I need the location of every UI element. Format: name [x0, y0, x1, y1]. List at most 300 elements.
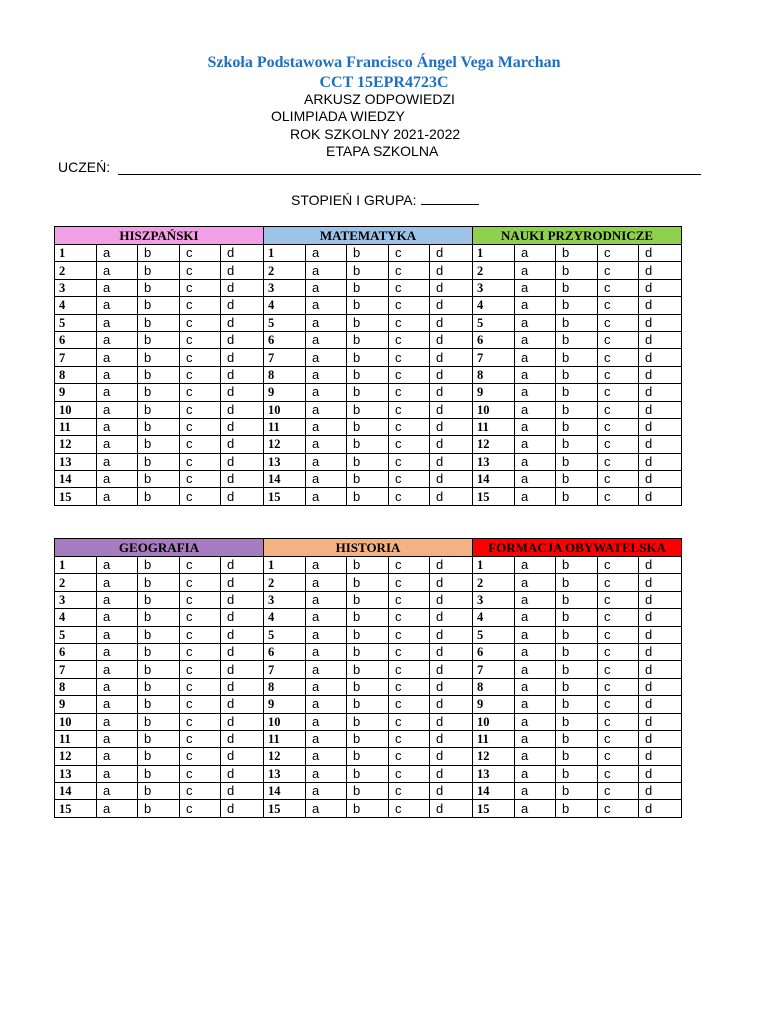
answer-option-d[interactable]: d	[221, 783, 264, 800]
answer-option-a[interactable]: a	[515, 436, 556, 453]
answer-option-b[interactable]: b	[138, 314, 180, 331]
answer-option-c[interactable]: c	[180, 574, 221, 591]
answer-option-c[interactable]: c	[598, 626, 639, 643]
answer-option-d[interactable]: d	[430, 748, 473, 765]
answer-option-d[interactable]: d	[430, 366, 473, 383]
answer-option-c[interactable]: c	[389, 453, 430, 470]
answer-option-b[interactable]: b	[347, 574, 389, 591]
answer-option-b[interactable]: b	[556, 661, 598, 678]
answer-option-d[interactable]: d	[221, 262, 264, 279]
answer-option-d[interactable]: d	[639, 643, 682, 660]
answer-option-a[interactable]: a	[97, 488, 138, 505]
answer-option-b[interactable]: b	[138, 713, 180, 730]
answer-option-c[interactable]: c	[389, 471, 430, 488]
answer-option-d[interactable]: d	[221, 279, 264, 296]
answer-option-a[interactable]: a	[306, 609, 347, 626]
answer-option-c[interactable]: c	[389, 748, 430, 765]
answer-option-b[interactable]: b	[347, 366, 389, 383]
answer-option-c[interactable]: c	[598, 557, 639, 574]
answer-option-d[interactable]: d	[639, 297, 682, 314]
answer-option-b[interactable]: b	[138, 436, 180, 453]
answer-option-b[interactable]: b	[347, 626, 389, 643]
answer-option-a[interactable]: a	[306, 418, 347, 435]
answer-option-c[interactable]: c	[180, 453, 221, 470]
answer-option-c[interactable]: c	[180, 713, 221, 730]
answer-option-c[interactable]: c	[180, 418, 221, 435]
answer-option-c[interactable]: c	[180, 765, 221, 782]
answer-option-b[interactable]: b	[556, 418, 598, 435]
answer-option-a[interactable]: a	[515, 800, 556, 817]
answer-option-b[interactable]: b	[347, 297, 389, 314]
answer-option-b[interactable]: b	[556, 488, 598, 505]
answer-option-c[interactable]: c	[389, 643, 430, 660]
answer-option-b[interactable]: b	[347, 661, 389, 678]
answer-option-a[interactable]: a	[97, 331, 138, 348]
answer-option-b[interactable]: b	[556, 331, 598, 348]
answer-option-b[interactable]: b	[347, 765, 389, 782]
answer-option-d[interactable]: d	[639, 557, 682, 574]
answer-option-d[interactable]: d	[430, 384, 473, 401]
answer-option-c[interactable]: c	[598, 471, 639, 488]
answer-option-c[interactable]: c	[180, 349, 221, 366]
answer-option-d[interactable]: d	[639, 574, 682, 591]
answer-option-c[interactable]: c	[180, 643, 221, 660]
answer-option-a[interactable]: a	[515, 678, 556, 695]
answer-option-d[interactable]: d	[430, 783, 473, 800]
answer-option-a[interactable]: a	[97, 245, 138, 262]
answer-option-d[interactable]: d	[639, 748, 682, 765]
answer-option-b[interactable]: b	[138, 591, 180, 608]
answer-option-b[interactable]: b	[556, 800, 598, 817]
answer-option-c[interactable]: c	[389, 418, 430, 435]
answer-option-c[interactable]: c	[180, 748, 221, 765]
answer-option-d[interactable]: d	[639, 314, 682, 331]
answer-option-d[interactable]: d	[430, 453, 473, 470]
answer-option-a[interactable]: a	[97, 401, 138, 418]
answer-option-d[interactable]: d	[430, 418, 473, 435]
answer-option-a[interactable]: a	[515, 748, 556, 765]
answer-option-c[interactable]: c	[180, 366, 221, 383]
answer-option-b[interactable]: b	[138, 609, 180, 626]
student-name-field[interactable]	[118, 174, 701, 175]
answer-option-c[interactable]: c	[598, 262, 639, 279]
answer-option-a[interactable]: a	[306, 453, 347, 470]
answer-option-c[interactable]: c	[389, 366, 430, 383]
answer-option-d[interactable]: d	[221, 349, 264, 366]
answer-option-a[interactable]: a	[97, 262, 138, 279]
answer-option-a[interactable]: a	[515, 557, 556, 574]
answer-option-b[interactable]: b	[138, 626, 180, 643]
answer-option-d[interactable]: d	[639, 800, 682, 817]
answer-option-c[interactable]: c	[389, 488, 430, 505]
answer-option-b[interactable]: b	[138, 349, 180, 366]
answer-option-a[interactable]: a	[97, 748, 138, 765]
answer-option-a[interactable]: a	[97, 279, 138, 296]
answer-option-d[interactable]: d	[221, 626, 264, 643]
answer-option-a[interactable]: a	[306, 349, 347, 366]
answer-option-a[interactable]: a	[306, 245, 347, 262]
answer-option-d[interactable]: d	[430, 730, 473, 747]
answer-option-b[interactable]: b	[556, 557, 598, 574]
answer-option-b[interactable]: b	[138, 418, 180, 435]
grade-group-field[interactable]	[421, 192, 479, 205]
answer-option-c[interactable]: c	[389, 696, 430, 713]
answer-option-a[interactable]: a	[97, 384, 138, 401]
answer-option-b[interactable]: b	[556, 349, 598, 366]
answer-option-a[interactable]: a	[97, 453, 138, 470]
answer-option-c[interactable]: c	[180, 384, 221, 401]
answer-option-d[interactable]: d	[221, 643, 264, 660]
answer-option-c[interactable]: c	[180, 783, 221, 800]
answer-option-b[interactable]: b	[138, 279, 180, 296]
answer-option-b[interactable]: b	[556, 609, 598, 626]
answer-option-d[interactable]: d	[639, 713, 682, 730]
answer-option-c[interactable]: c	[598, 366, 639, 383]
answer-option-a[interactable]: a	[515, 713, 556, 730]
answer-option-c[interactable]: c	[180, 591, 221, 608]
answer-option-d[interactable]: d	[639, 331, 682, 348]
answer-option-b[interactable]: b	[138, 748, 180, 765]
answer-option-d[interactable]: d	[221, 366, 264, 383]
answer-option-a[interactable]: a	[97, 730, 138, 747]
answer-option-a[interactable]: a	[306, 297, 347, 314]
answer-option-a[interactable]: a	[306, 748, 347, 765]
answer-option-b[interactable]: b	[138, 800, 180, 817]
answer-option-b[interactable]: b	[138, 297, 180, 314]
answer-option-b[interactable]: b	[138, 696, 180, 713]
answer-option-b[interactable]: b	[556, 453, 598, 470]
answer-option-a[interactable]: a	[515, 626, 556, 643]
answer-option-c[interactable]: c	[389, 574, 430, 591]
answer-option-c[interactable]: c	[180, 262, 221, 279]
answer-option-a[interactable]: a	[515, 643, 556, 660]
answer-option-a[interactable]: a	[306, 800, 347, 817]
answer-option-b[interactable]: b	[556, 748, 598, 765]
answer-option-b[interactable]: b	[347, 783, 389, 800]
answer-option-b[interactable]: b	[347, 384, 389, 401]
answer-option-b[interactable]: b	[347, 418, 389, 435]
answer-option-c[interactable]: c	[598, 384, 639, 401]
answer-option-c[interactable]: c	[389, 765, 430, 782]
answer-option-c[interactable]: c	[389, 279, 430, 296]
answer-option-b[interactable]: b	[556, 730, 598, 747]
answer-option-b[interactable]: b	[138, 678, 180, 695]
answer-option-b[interactable]: b	[556, 262, 598, 279]
answer-option-d[interactable]: d	[430, 678, 473, 695]
answer-option-a[interactable]: a	[97, 471, 138, 488]
answer-option-a[interactable]: a	[306, 314, 347, 331]
answer-option-c[interactable]: c	[598, 297, 639, 314]
answer-option-b[interactable]: b	[556, 713, 598, 730]
answer-option-b[interactable]: b	[347, 643, 389, 660]
answer-option-a[interactable]: a	[515, 783, 556, 800]
answer-option-a[interactable]: a	[515, 331, 556, 348]
answer-option-c[interactable]: c	[389, 661, 430, 678]
answer-option-a[interactable]: a	[97, 574, 138, 591]
answer-option-c[interactable]: c	[598, 713, 639, 730]
answer-option-b[interactable]: b	[556, 626, 598, 643]
answer-option-b[interactable]: b	[556, 591, 598, 608]
answer-option-d[interactable]: d	[639, 626, 682, 643]
answer-option-b[interactable]: b	[347, 678, 389, 695]
answer-option-d[interactable]: d	[221, 713, 264, 730]
answer-option-b[interactable]: b	[138, 245, 180, 262]
answer-option-c[interactable]: c	[180, 436, 221, 453]
answer-option-c[interactable]: c	[598, 696, 639, 713]
answer-option-d[interactable]: d	[221, 557, 264, 574]
answer-option-d[interactable]: d	[639, 609, 682, 626]
answer-option-b[interactable]: b	[556, 643, 598, 660]
answer-option-a[interactable]: a	[306, 643, 347, 660]
answer-option-b[interactable]: b	[347, 557, 389, 574]
answer-option-d[interactable]: d	[430, 314, 473, 331]
answer-option-b[interactable]: b	[138, 643, 180, 660]
answer-option-a[interactable]: a	[97, 557, 138, 574]
answer-option-c[interactable]: c	[598, 401, 639, 418]
answer-option-d[interactable]: d	[221, 730, 264, 747]
answer-option-a[interactable]: a	[306, 488, 347, 505]
answer-option-c[interactable]: c	[598, 643, 639, 660]
answer-option-d[interactable]: d	[221, 418, 264, 435]
answer-option-a[interactable]: a	[97, 436, 138, 453]
answer-option-b[interactable]: b	[347, 800, 389, 817]
answer-option-a[interactable]: a	[306, 279, 347, 296]
answer-option-c[interactable]: c	[180, 557, 221, 574]
answer-option-c[interactable]: c	[180, 471, 221, 488]
answer-option-a[interactable]: a	[515, 488, 556, 505]
answer-option-d[interactable]: d	[221, 384, 264, 401]
answer-option-a[interactable]: a	[515, 609, 556, 626]
answer-option-d[interactable]: d	[430, 609, 473, 626]
answer-option-b[interactable]: b	[347, 696, 389, 713]
answer-option-c[interactable]: c	[180, 488, 221, 505]
answer-option-b[interactable]: b	[347, 453, 389, 470]
answer-option-c[interactable]: c	[598, 436, 639, 453]
answer-option-a[interactable]: a	[515, 314, 556, 331]
answer-option-d[interactable]: d	[221, 245, 264, 262]
answer-option-d[interactable]: d	[639, 279, 682, 296]
answer-option-a[interactable]: a	[515, 471, 556, 488]
answer-option-d[interactable]: d	[430, 471, 473, 488]
answer-option-c[interactable]: c	[180, 661, 221, 678]
answer-option-c[interactable]: c	[180, 245, 221, 262]
answer-option-d[interactable]: d	[639, 436, 682, 453]
answer-option-c[interactable]: c	[598, 488, 639, 505]
answer-option-d[interactable]: d	[639, 401, 682, 418]
answer-option-c[interactable]: c	[180, 279, 221, 296]
answer-option-d[interactable]: d	[639, 765, 682, 782]
answer-option-b[interactable]: b	[556, 279, 598, 296]
answer-option-a[interactable]: a	[515, 401, 556, 418]
answer-option-b[interactable]: b	[138, 453, 180, 470]
answer-option-a[interactable]: a	[306, 436, 347, 453]
answer-option-d[interactable]: d	[430, 696, 473, 713]
answer-option-a[interactable]: a	[306, 661, 347, 678]
answer-option-a[interactable]: a	[515, 349, 556, 366]
answer-option-b[interactable]: b	[347, 436, 389, 453]
answer-option-a[interactable]: a	[306, 401, 347, 418]
answer-option-a[interactable]: a	[515, 591, 556, 608]
answer-option-c[interactable]: c	[598, 609, 639, 626]
answer-option-d[interactable]: d	[221, 800, 264, 817]
answer-option-d[interactable]: d	[221, 453, 264, 470]
answer-option-d[interactable]: d	[639, 591, 682, 608]
answer-option-c[interactable]: c	[389, 678, 430, 695]
answer-option-d[interactable]: d	[430, 436, 473, 453]
answer-option-c[interactable]: c	[180, 401, 221, 418]
answer-option-b[interactable]: b	[347, 471, 389, 488]
answer-option-c[interactable]: c	[598, 661, 639, 678]
answer-option-b[interactable]: b	[556, 678, 598, 695]
answer-option-c[interactable]: c	[389, 800, 430, 817]
answer-option-b[interactable]: b	[347, 730, 389, 747]
answer-option-c[interactable]: c	[389, 349, 430, 366]
answer-option-b[interactable]: b	[138, 557, 180, 574]
answer-option-d[interactable]: d	[221, 591, 264, 608]
answer-option-c[interactable]: c	[598, 730, 639, 747]
answer-option-c[interactable]: c	[389, 436, 430, 453]
answer-option-a[interactable]: a	[306, 574, 347, 591]
answer-option-a[interactable]: a	[97, 783, 138, 800]
answer-option-a[interactable]: a	[97, 713, 138, 730]
answer-option-c[interactable]: c	[389, 314, 430, 331]
answer-option-a[interactable]: a	[306, 557, 347, 574]
answer-option-b[interactable]: b	[347, 488, 389, 505]
answer-option-d[interactable]: d	[639, 418, 682, 435]
answer-option-d[interactable]: d	[221, 297, 264, 314]
answer-option-a[interactable]: a	[97, 696, 138, 713]
answer-option-c[interactable]: c	[389, 626, 430, 643]
answer-option-c[interactable]: c	[180, 678, 221, 695]
answer-option-d[interactable]: d	[430, 626, 473, 643]
answer-option-c[interactable]: c	[598, 418, 639, 435]
answer-option-d[interactable]: d	[639, 366, 682, 383]
answer-option-b[interactable]: b	[347, 401, 389, 418]
answer-option-c[interactable]: c	[389, 401, 430, 418]
answer-option-d[interactable]: d	[430, 800, 473, 817]
answer-option-b[interactable]: b	[347, 609, 389, 626]
answer-option-a[interactable]: a	[515, 730, 556, 747]
answer-option-d[interactable]: d	[639, 678, 682, 695]
answer-option-a[interactable]: a	[97, 297, 138, 314]
answer-option-d[interactable]: d	[221, 471, 264, 488]
answer-option-c[interactable]: c	[598, 245, 639, 262]
answer-option-d[interactable]: d	[221, 661, 264, 678]
answer-option-a[interactable]: a	[515, 418, 556, 435]
answer-option-d[interactable]: d	[430, 262, 473, 279]
answer-option-a[interactable]: a	[97, 418, 138, 435]
answer-option-a[interactable]: a	[97, 765, 138, 782]
answer-option-d[interactable]: d	[430, 488, 473, 505]
answer-option-a[interactable]: a	[515, 384, 556, 401]
answer-option-d[interactable]: d	[639, 453, 682, 470]
answer-option-d[interactable]: d	[430, 245, 473, 262]
answer-option-c[interactable]: c	[598, 331, 639, 348]
answer-option-c[interactable]: c	[598, 279, 639, 296]
answer-option-a[interactable]: a	[306, 696, 347, 713]
answer-option-c[interactable]: c	[598, 574, 639, 591]
answer-option-d[interactable]: d	[221, 678, 264, 695]
answer-option-c[interactable]: c	[598, 748, 639, 765]
answer-option-d[interactable]: d	[430, 643, 473, 660]
answer-option-c[interactable]: c	[598, 678, 639, 695]
answer-option-b[interactable]: b	[347, 314, 389, 331]
answer-option-d[interactable]: d	[430, 349, 473, 366]
answer-option-d[interactable]: d	[430, 765, 473, 782]
answer-option-d[interactable]: d	[639, 349, 682, 366]
answer-option-a[interactable]: a	[97, 800, 138, 817]
answer-option-a[interactable]: a	[306, 765, 347, 782]
answer-option-d[interactable]: d	[639, 488, 682, 505]
answer-option-a[interactable]: a	[97, 678, 138, 695]
answer-option-b[interactable]: b	[138, 783, 180, 800]
answer-option-d[interactable]: d	[221, 436, 264, 453]
answer-option-d[interactable]: d	[430, 661, 473, 678]
answer-option-d[interactable]: d	[221, 314, 264, 331]
answer-option-b[interactable]: b	[138, 488, 180, 505]
answer-option-b[interactable]: b	[556, 696, 598, 713]
answer-option-c[interactable]: c	[180, 314, 221, 331]
answer-option-a[interactable]: a	[97, 366, 138, 383]
answer-option-c[interactable]: c	[598, 765, 639, 782]
answer-option-d[interactable]: d	[430, 297, 473, 314]
answer-option-a[interactable]: a	[306, 713, 347, 730]
answer-option-d[interactable]: d	[639, 245, 682, 262]
answer-option-a[interactable]: a	[515, 279, 556, 296]
answer-option-c[interactable]: c	[389, 783, 430, 800]
answer-option-c[interactable]: c	[598, 591, 639, 608]
answer-option-b[interactable]: b	[138, 574, 180, 591]
answer-option-b[interactable]: b	[556, 436, 598, 453]
answer-option-c[interactable]: c	[389, 384, 430, 401]
answer-option-c[interactable]: c	[389, 262, 430, 279]
answer-option-d[interactable]: d	[221, 609, 264, 626]
answer-option-c[interactable]: c	[389, 713, 430, 730]
answer-option-c[interactable]: c	[180, 730, 221, 747]
answer-option-a[interactable]: a	[97, 591, 138, 608]
answer-option-b[interactable]: b	[347, 279, 389, 296]
answer-option-d[interactable]: d	[221, 696, 264, 713]
answer-option-d[interactable]: d	[639, 384, 682, 401]
answer-option-d[interactable]: d	[221, 574, 264, 591]
answer-option-b[interactable]: b	[347, 349, 389, 366]
answer-option-c[interactable]: c	[389, 557, 430, 574]
answer-option-b[interactable]: b	[556, 471, 598, 488]
answer-option-d[interactable]: d	[221, 331, 264, 348]
answer-option-a[interactable]: a	[97, 643, 138, 660]
answer-option-c[interactable]: c	[389, 297, 430, 314]
answer-option-c[interactable]: c	[598, 453, 639, 470]
answer-option-d[interactable]: d	[430, 279, 473, 296]
answer-option-b[interactable]: b	[347, 331, 389, 348]
answer-option-b[interactable]: b	[556, 783, 598, 800]
answer-option-b[interactable]: b	[138, 471, 180, 488]
answer-option-a[interactable]: a	[306, 366, 347, 383]
answer-option-d[interactable]: d	[639, 661, 682, 678]
answer-option-c[interactable]: c	[180, 696, 221, 713]
answer-option-c[interactable]: c	[180, 609, 221, 626]
answer-option-d[interactable]: d	[221, 748, 264, 765]
answer-option-a[interactable]: a	[515, 245, 556, 262]
answer-option-d[interactable]: d	[221, 401, 264, 418]
answer-option-d[interactable]: d	[430, 713, 473, 730]
answer-option-a[interactable]: a	[515, 262, 556, 279]
answer-option-c[interactable]: c	[598, 314, 639, 331]
answer-option-d[interactable]: d	[221, 488, 264, 505]
answer-option-d[interactable]: d	[639, 696, 682, 713]
answer-option-c[interactable]: c	[389, 730, 430, 747]
answer-option-b[interactable]: b	[556, 574, 598, 591]
